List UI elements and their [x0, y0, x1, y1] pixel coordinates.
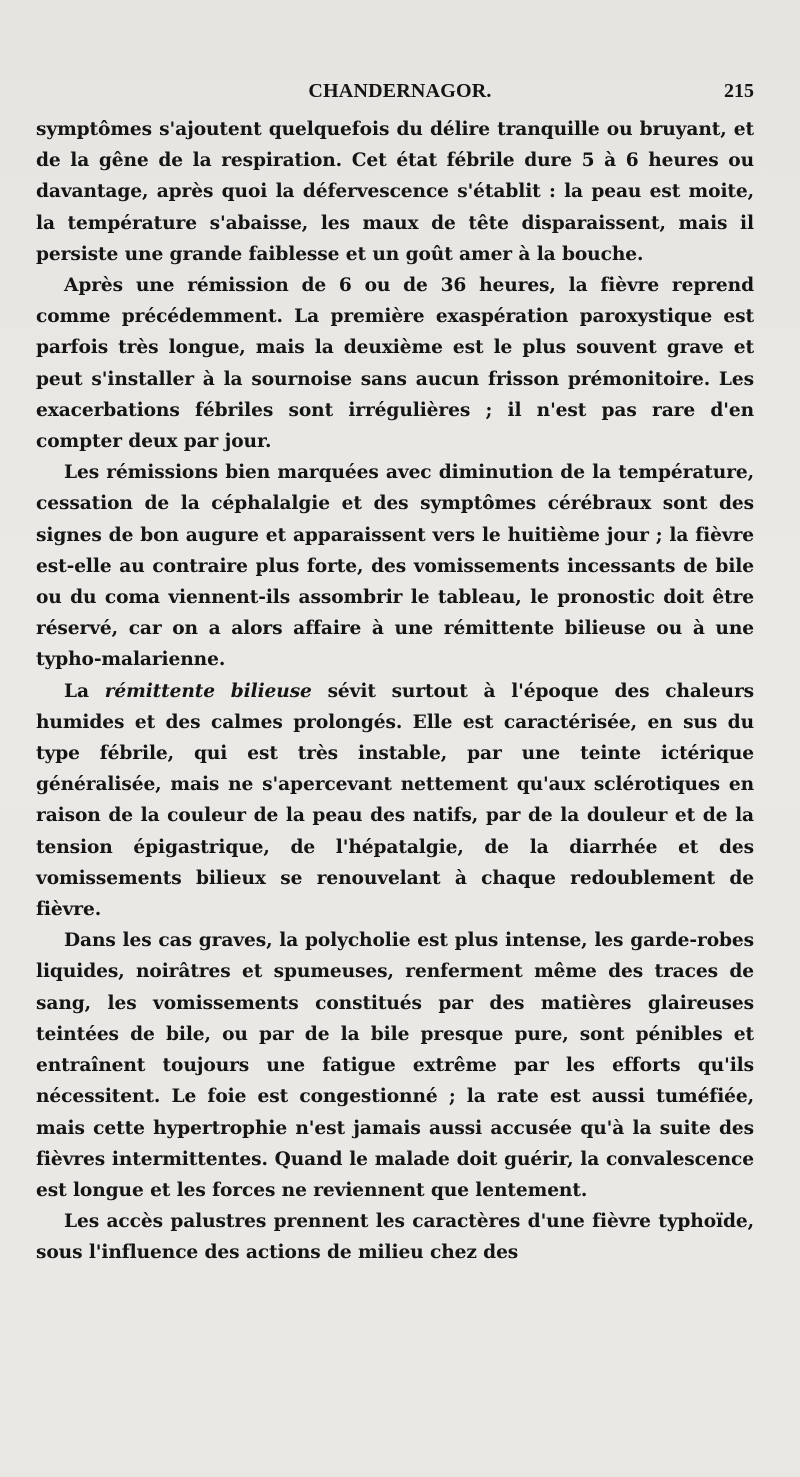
paragraph-4-text: sévit surtout à l'époque des chaleurs humides et des calmes prolongés. Elle est caractérisée, en sus du type fébrile, qui est très instable, par une teinte ictérique généralisée, mais ne s'apercevant nettement qu'aux sclérotiques en raison de la couleur de la peau des natifs, par de la douleur et de la tension épigastrique, de l'hépatalgie, de la diarrhée et des vomissements bilieux se renouvelant à chaque redoublement de fièvre.: [36, 680, 755, 921]
emphasis-remittente-bilieuse: rémittente bilieuse: [104, 680, 312, 702]
page-header: [36, 80, 764, 108]
paragraph-3: Les rémissions bien marquées avec diminution de la température, cessation de la céphalalgie et des symptômes cérébraux sont des signes de bon augure et apparaissent vers le huitième jour ; la fièvre est-elle au contraire plus forte, des vomissements incessants de bile ou du coma viennent-ils assombrir le tableau, le pronostic doit être réservé, car on a alors affaire à une rémittente bilieuse ou à une typho-malarienne.: [36, 462, 754, 671]
body-text: [36, 114, 754, 1269]
paragraph-4-lead: La: [64, 680, 89, 702]
paragraph-5: Dans les cas graves, la polycholie est plus intense, les garde-robes liquides, noirâtres et spumeuses, renferment même des traces de sang, les vomissements constitués par des matières glaireuses teintées de bile, ou par de la bile presque pure, sont pénibles et entraînent toujours une fatigue extrême par les efforts qu'ils nécessitent. Le foie est congestionné ; la rate est aussi tuméfiée, mais cette hypertrophie n'est jamais aussi accusée qu'à la suite des fièvres intermittentes. Quand le malade doit guérir, la convalescence est longue et les forces ne reviennent que lentement.: [36, 930, 754, 1201]
paragraph-6: Les accès palustres prennent les caractères d'une fièvre typhoïde, sous l'influence des actions de milieu chez des: [36, 1211, 754, 1264]
page-number: 215: [724, 80, 754, 102]
paragraph-1: symptômes s'ajoutent quelquefois du délire tranquille ou bruyant, et de la gêne de la respiration. Cet état fébrile dure 5 à 6 heures ou davantage, après quoi la défervescence s'établit : la peau est moite, la température s'abaisse, les maux de tête disparaissent, mais il persiste une grande faiblesse et un goût amer à la bouche.: [36, 119, 754, 265]
paragraph-4: [36, 676, 754, 926]
paragraph-2: Après une rémission de 6 ou de 36 heures, la fièvre reprend comme précédemment. La première exaspération paroxystique est parfois très longue, mais la deuxième est le plus souvent grave et peut s'installer à la sournoise sans aucun frisson prémonitoire. Les exacerbations fébriles sont irrégulières ; il n'est pas rare d'en compter deux par jour.: [36, 275, 754, 453]
running-title: CHANDERNAGOR.: [308, 80, 492, 102]
